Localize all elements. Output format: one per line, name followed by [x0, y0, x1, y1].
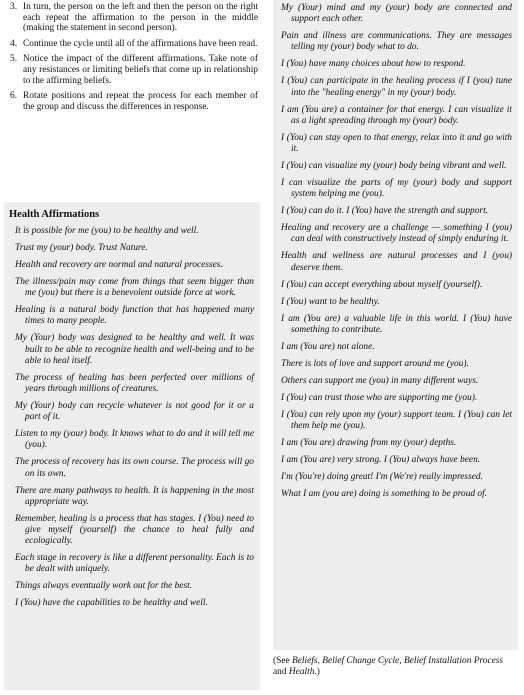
step-item [8, 2, 260, 34]
affirmation-text: My (Your) body can recycle whatever is not good for it or a part of it. [15, 401, 254, 423]
affirmation-text: I am (You are) drawing from my (your) depths. [281, 438, 457, 449]
affirmation-text: It is possible for me (you) to be healthy and well. [15, 226, 199, 236]
affirmation-item [281, 251, 512, 273]
step-number: 5. [10, 54, 18, 65]
affirmation-item [281, 438, 512, 449]
affirmation-text: Others can support me (you) in many different ways. [281, 375, 479, 386]
affirmation-text: I can visualize the parts of my (your) body and support system helping me (you). [281, 178, 512, 200]
affirmation-text: Health and recovery are normal and natural processes. [15, 260, 223, 270]
affirmation-item [281, 161, 512, 172]
affirmation-text: I am (You are) a valuable life in this world. I (You) have something to contribute. [281, 313, 512, 335]
affirmation-item [15, 598, 254, 609]
affirmation-text: I (You) can visualize my (your) body being vibrant and well. [281, 161, 507, 172]
step-number: 3. [10, 2, 18, 12]
affirmation-item [15, 260, 254, 271]
affirmation-item [281, 223, 512, 245]
affirmation-text: Healing and recovery are a challenge — something I (you) can deal with constructively instead of simply enduring it. [281, 223, 512, 245]
see-and: and [273, 666, 289, 677]
affirmation-text: I (You) have many choices about how to respond. [281, 59, 466, 70]
step-item [8, 91, 260, 112]
see-last: Health [288, 666, 315, 677]
affirmation-text: Things always eventually work out for the best. [15, 581, 193, 592]
affirmation-item [15, 333, 254, 367]
affirmation-text: I am (You are) a container for that energy. I can visualize it as a light spreading through my (your) body. [281, 104, 512, 126]
step-text: Rotate positions and repeat the process for each member of the group and discuss the differences in response. [23, 91, 258, 112]
affirmation-item [15, 457, 254, 479]
step-number: 4. [10, 38, 18, 49]
step-number: 6. [10, 91, 18, 102]
affirmation-item [281, 359, 512, 370]
affirmation-text: Each stage in recovery is like a different personality. Each is to be dealt with uniquely. [15, 553, 254, 575]
health-affirmations-box-left [4, 202, 260, 690]
affirmation-item [15, 277, 254, 299]
step-item [8, 39, 260, 50]
affirmation-item [281, 393, 512, 404]
affirmation-item [15, 553, 254, 575]
affirmation-text: The process of healing has been perfected over millions of years through millions of creatures. [15, 372, 254, 395]
affirmation-text: Healing is a natural body function that has happened many times to many people. [15, 305, 254, 327]
affirmation-item [15, 305, 254, 327]
affirmation-list-right [273, 0, 518, 500]
affirmation-text: I (You) can do it. I (You) have the strength and support. [281, 206, 489, 217]
affirmation-item [281, 280, 512, 291]
affirmation-text: I am (You are) very strong. I (You) always have been. [281, 455, 481, 466]
affirmation-item [281, 59, 512, 70]
affirmation-text: There are many pathways to health. It is happening in the most appropriate way. [15, 485, 254, 507]
affirmation-text: I (You) have the capabilities to be healthy and well. [15, 598, 208, 609]
affirmation-item [281, 105, 512, 127]
health-affirmations-box-right [273, 0, 518, 650]
affirmation-text: I (You) can stay open to that energy, relax into it and go with it. [281, 132, 512, 155]
affirmation-text: I (You) can trust those who are supporting me (you). [281, 392, 478, 403]
affirmation-item [281, 376, 512, 387]
affirmation-item [15, 581, 254, 592]
affirmation-item [281, 178, 512, 200]
steps-list [8, 2, 260, 112]
see-close: .) [314, 666, 320, 677]
affirmation-text: My (Your) body was designed to be healthy and well. It was built to be able to recognize health and well-being and to be able to heal itself. [15, 333, 254, 366]
box-title: Health Affirmations [9, 209, 100, 220]
affirmation-text: The illness/pain may come from things that seem bigger than me (you) but there is a benevolent outside force at work. [15, 277, 254, 299]
affirmation-item [281, 489, 512, 500]
affirmation-text: There is lots of love and support around me (you). [281, 358, 469, 369]
step-text: Notice the impact of the different affirmations. Take note of any resistances or limiting beliefs that come up in relationship to the affirming beliefs. [23, 54, 258, 86]
affirmation-text: Remember, healing is a process that has stages. I (You) need to give myself (yourself) the chance to heal fully and ecologically. [15, 513, 254, 547]
affirmation-item [15, 429, 254, 451]
affirmation-item [15, 243, 254, 254]
instructions-column [8, 2, 260, 117]
affirmation-item [281, 314, 512, 336]
see-refs: Beliefs, Belief Change Cycle, Belief Installation Process [292, 656, 504, 666]
affirmation-text: Pain and illness are communications. They are messages telling my (your) body what to do. [281, 31, 512, 53]
affirmation-item [281, 206, 512, 217]
affirmation-item [281, 342, 512, 353]
affirmation-text: My (Your) mind and my (your) body are connected and support each other. [281, 3, 512, 25]
affirmation-item [281, 455, 512, 466]
affirmation-item [15, 514, 254, 548]
affirmation-text: The process of recovery has its own course. The process will go on its own. [15, 457, 254, 479]
affirmation-text: I (You) can participate in the healing process if I (you) tune into the "healing energy" in my (your) body. [281, 76, 512, 98]
affirmation-text: I (You) can accept everything about myself (yourself). [281, 279, 483, 290]
affirmation-item [281, 410, 512, 432]
affirmation-text: What I am (you are) doing is something to be proud of. [281, 489, 488, 500]
affirmation-item [15, 373, 254, 395]
affirmation-text: I'm (You're) doing great! I'm (We're) really impressed. [281, 472, 483, 483]
affirmation-item [15, 226, 254, 237]
affirmation-item [281, 472, 512, 483]
affirmation-text: Listen to my (your) body. It knows what to do and it will tell me (you). [15, 429, 254, 451]
affirmation-item [281, 76, 512, 98]
affirmation-item [281, 133, 512, 155]
affirmation-item [281, 31, 512, 53]
affirmation-item [281, 297, 512, 308]
affirmation-text: I (You) want to be healthy. [281, 296, 380, 307]
affirmation-list-left [4, 226, 260, 610]
affirmation-item [15, 401, 254, 423]
affirmation-text: I am (You are) not alone. [281, 341, 375, 352]
see-also-note [273, 656, 518, 677]
affirmation-item [15, 486, 254, 508]
see-open: (See [273, 656, 293, 666]
affirmation-text: Trust my (your) body. Trust Nature. [15, 243, 148, 253]
step-item [8, 54, 260, 86]
step-text: In turn, the person on the left and then the person on the right each repeat the affirmation to the person in the middle (making the statement in second person). [23, 2, 258, 34]
step-text: Continue the cycle until all of the affirmations have been read. [23, 38, 258, 49]
affirmation-text: I (You) can rely upon my (your) support team. I (You) can let them help me (you). [281, 409, 512, 432]
affirmation-item [281, 3, 512, 25]
affirmation-text: Health and wellness are natural processes and I (you) deserve them. [281, 251, 512, 273]
